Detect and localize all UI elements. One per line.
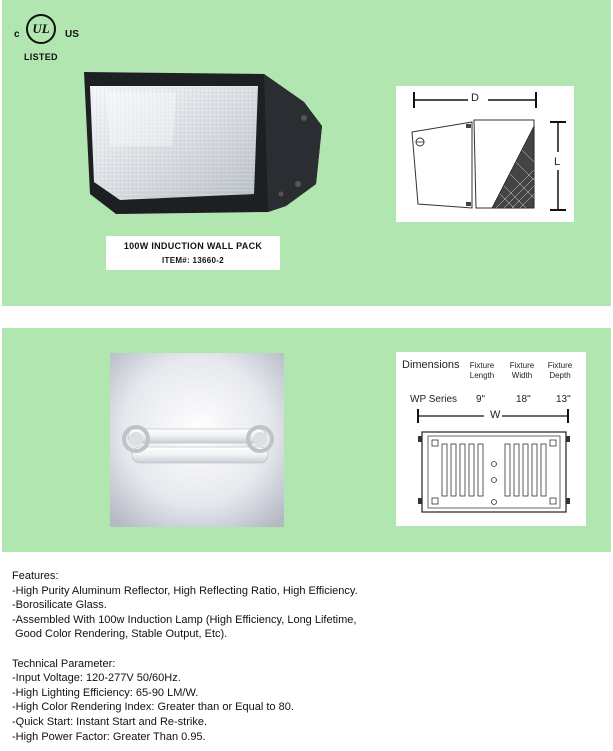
- product-description: [12, 569, 602, 744]
- header-fixture-length: Fixture Length: [469, 361, 495, 380]
- header-fixture-width: Fixture Width: [509, 361, 535, 380]
- induction-lamp-photo: [110, 353, 284, 527]
- technical-heading: Technical Parameter:: [12, 657, 116, 670]
- depth-label: D: [471, 92, 479, 104]
- feature-item: Good Color Rendering, Stable Output, Etc).: [12, 628, 228, 641]
- ul-logo-listed: LISTED: [24, 52, 58, 62]
- side-dimension-diagram: [396, 86, 574, 222]
- section-spacer: [12, 642, 602, 657]
- feature-item: -Borosilicate Glass.: [12, 599, 107, 612]
- technical-item: -High Lighting Efficiency: 65-90 LM/W.: [12, 686, 199, 699]
- dimensions-title: Dimensions: [402, 359, 460, 371]
- feature-item: -Assembled With 100w Induction Lamp (High Efficiency, Long Lifetime,: [12, 613, 357, 626]
- technical-item: -High Color Rendering Index: Greater than or Equal to 80.: [12, 701, 294, 714]
- features-heading: Features:: [12, 570, 59, 582]
- value-fixture-width: 18": [516, 394, 531, 405]
- product-name: 100W INDUCTION WALL PACK: [123, 241, 263, 251]
- technical-item: -High Power Factor: Greater Than 0.95.: [12, 730, 206, 743]
- wall-pack-photo: [76, 66, 326, 216]
- feature-item: -High Purity Aluminum Reflector, High Reflecting Ratio, High Efficiency.: [12, 584, 358, 597]
- ul-listed-logo: [14, 14, 84, 66]
- product-name-label: [106, 236, 280, 270]
- value-fixture-length: 9": [476, 394, 486, 405]
- row-label-wp-series: WP Series: [410, 394, 458, 405]
- ul-logo-circle: UL: [26, 14, 56, 44]
- technical-item: -Input Voltage: 120-277V 50/60Hz.: [12, 672, 181, 685]
- length-label: L: [554, 156, 561, 168]
- dimensions-diagram: [396, 352, 586, 526]
- ul-logo-c: c: [14, 29, 20, 40]
- technical-item: -Quick Start: Instant Start and Re-strike.: [12, 715, 208, 728]
- header-fixture-depth: Fixture Depth: [547, 361, 573, 380]
- product-item-number: ITEM#: 13660-2: [161, 256, 224, 265]
- value-fixture-depth: 13": [556, 394, 571, 405]
- width-label: W: [490, 409, 501, 421]
- ul-logo-us: US: [65, 29, 79, 40]
